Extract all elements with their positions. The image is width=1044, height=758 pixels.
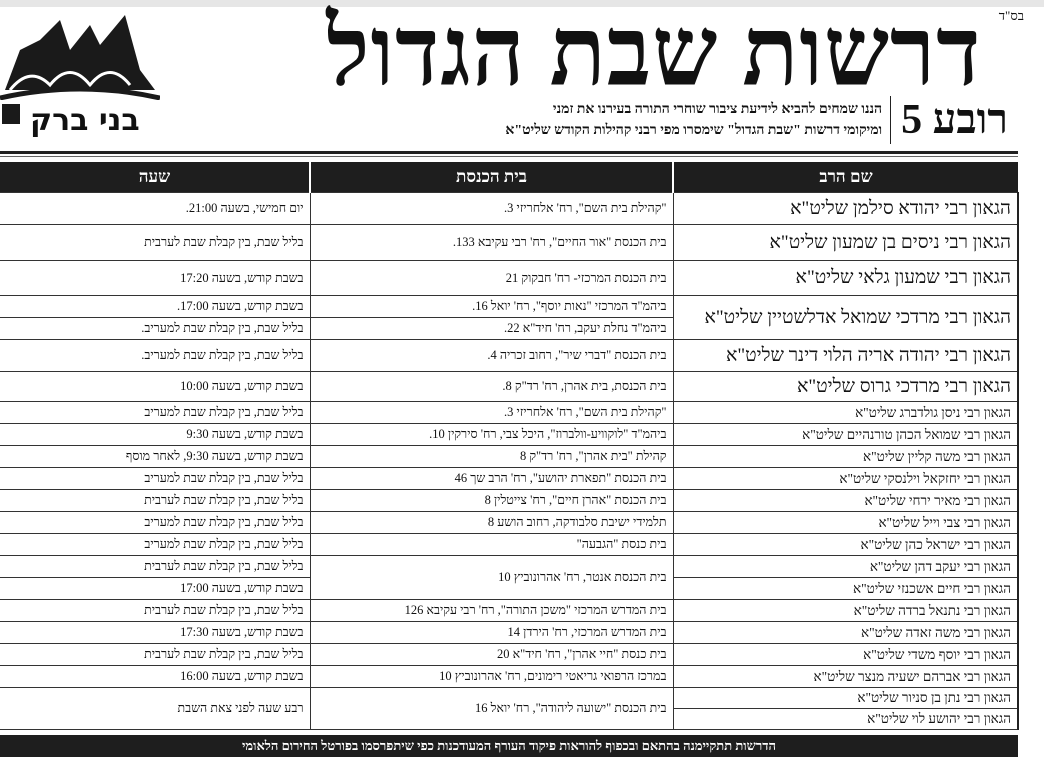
rabbi-name-cell: הגאון רבי ניסן גולדברג שליט"א <box>673 402 1018 424</box>
time-cell: בשבת קודש, בשעה 9:30, לאחר מוסף <box>0 446 310 468</box>
time-cell: יום חמישי, בשעה 21:00. <box>0 193 310 225</box>
rabbi-name-cell: הגאון רבי מרדכי גרוס שליט"א <box>673 372 1018 402</box>
synagogue-cell: בית הכנסת "תפארת יהושע", רח' הרב שך 46 <box>310 468 673 490</box>
table-row <box>0 402 1018 424</box>
subtitle-block <box>505 96 1008 144</box>
rabbi-name-cell: הגאון רבי יהודא סילמן שליט"א <box>673 193 1018 225</box>
synagogue-cell: במרכז הרפואי גריאטי רימונים, רח' אהרונוביץ 10 <box>310 666 673 688</box>
rabbi-name-cell: הגאון רבי שמעון גלאי שליט"א <box>673 261 1018 296</box>
rabbi-name-cell: הגאון רבי מאיר ירחי שליט"א <box>673 490 1018 512</box>
rabbi-name-cell: הגאון רבי שמואל הכהן טורנהיים שליט"א <box>673 424 1018 446</box>
rabbi-name-cell: הגאון רבי יעקב דהן שליט"א <box>673 556 1018 578</box>
time-cell: בליל שבת, בין קבלת שבת למעריב <box>0 534 310 556</box>
table-row <box>0 468 1018 490</box>
time-cell: בשבת קודש, בשעה 16:00 <box>0 666 310 688</box>
rabbi-name-cell: הגאון רבי יוסף משדי שליט"א <box>673 644 1018 666</box>
time-cell: בליל שבת, בין קבלת שבת למעריב. <box>0 318 310 340</box>
column-header-synagogue: בית הכנסת <box>310 162 673 193</box>
time-cell: בליל שבת, בין קבלת שבת למעריב. <box>0 340 310 372</box>
time-cell: בליל שבת, בין קבלת שבת לערבית <box>0 644 310 666</box>
district-label: רובע 5 <box>890 96 1008 144</box>
rabbi-name-cell: הגאון רבי ישראל כהן שליט"א <box>673 534 1018 556</box>
table-row <box>0 644 1018 666</box>
rabbi-name-cell: הגאון רבי יהושע לוי שליט"א <box>673 709 1018 730</box>
table-row <box>0 556 1018 578</box>
logo-text: בני ברק <box>30 103 140 138</box>
time-cell: בשבת קודש, בשעה 17:20 <box>0 261 310 296</box>
synagogue-cell: ביהמ"ד נחלת יעקב, רח' חיד"א 22. <box>310 318 673 340</box>
intro-text <box>505 99 882 141</box>
time-cell: בליל שבת, בין קבלת שבת למעריב <box>0 402 310 424</box>
synagogue-cell: בית הכנסת "דברי שיר", רחוב זכריה 4. <box>310 340 673 372</box>
synagogue-cell: "קהילת בית השם", רח' אלחריזי 3. <box>310 402 673 424</box>
time-cell: בשבת קודש, בשעה 17:00. <box>0 296 310 318</box>
column-header-rabbi: שם הרב <box>673 162 1018 193</box>
table-row <box>0 512 1018 534</box>
column-header-time: שעה <box>0 162 310 193</box>
table-row <box>0 296 1018 318</box>
synagogue-cell: "קהילת בית השם", רח' אלחריזי 3. <box>310 193 673 225</box>
time-cell: בליל שבת, בין קבלת שבת לערבית <box>0 556 310 578</box>
table-row <box>0 666 1018 688</box>
synagogue-cell: בית הכנסת "ישועה ליהודה", רח' יואל 16 <box>310 688 673 730</box>
intro-line-1: הננו שמחים להביא לידיעת ציבור שוחרי התורה בעירנו את זמני <box>552 102 883 117</box>
time-cell: רבע שעה לפני צאת השבת <box>0 688 310 730</box>
rabbi-name-cell: הגאון רבי צבי וייל שליט"א <box>673 512 1018 534</box>
synagogue-cell: תלמידי ישיבת סלבודקה, רחוב הושע 8 <box>310 512 673 534</box>
rabbi-name-cell: הגאון רבי ניסים בן שמעון שליט"א <box>673 225 1018 261</box>
rabbi-name-cell: הגאון רבי משה זאדה שליט"א <box>673 622 1018 644</box>
table-row <box>0 600 1018 622</box>
time-cell: בליל שבת, בין קבלת שבת לערבית <box>0 225 310 261</box>
synagogue-cell: בית הכנסת "אור החיים", רח' רבי עקיבא 133. <box>310 225 673 261</box>
lectures-table <box>0 162 1019 730</box>
bsd-mark: בס"ד <box>998 8 1024 23</box>
time-cell: בשבת קודש, בשעה 9:30 <box>0 424 310 446</box>
book-skyline-icon <box>0 10 160 100</box>
page-title: דרשות שבת הגדול <box>326 0 982 106</box>
time-cell: בליל שבת, בין קבלת שבת למעריב <box>0 468 310 490</box>
rabbi-name-cell: הגאון רבי מרדכי שמואל אדלשטיין שליט"א <box>673 296 1018 340</box>
table-body <box>0 193 1018 730</box>
table-row <box>0 688 1018 709</box>
time-cell: בשבת קודש, בשעה 17:00 <box>0 578 310 600</box>
time-cell: בשבת קודש, בשעה 17:30 <box>0 622 310 644</box>
table-row <box>0 534 1018 556</box>
synagogue-cell: בית הכנסת, בית אהרן, רח' רד"ק 8. <box>310 372 673 402</box>
emblem-icon <box>2 104 20 124</box>
table-header-row <box>0 162 1018 193</box>
table-row <box>0 446 1018 468</box>
table-row <box>0 424 1018 446</box>
synagogue-cell: בית הכנסת "אהרן חיים", רח' צייטלין 8 <box>310 490 673 512</box>
table-row <box>0 372 1018 402</box>
synagogue-cell: בית הכנסת המרכזי- רח' חבקוק 21 <box>310 261 673 296</box>
rabbi-name-cell: הגאון רבי נתן בן סניור שליט"א <box>673 688 1018 709</box>
table-row <box>0 340 1018 372</box>
synagogue-cell: ביהמ"ד המרכזי "נאות יוסף", רח' יואל 16. <box>310 296 673 318</box>
time-cell: בליל שבת, בין קבלת שבת למעריב <box>0 512 310 534</box>
rabbi-name-cell: הגאון רבי יהודה אריה הלוי דינר שליט"א <box>673 340 1018 372</box>
synagogue-cell: בית הכנסת אנטר, רח' אהרונוביץ 10 <box>310 556 673 600</box>
rabbi-name-cell: הגאון רבי יחזקאל וילנסקי שליט"א <box>673 468 1018 490</box>
table-row <box>0 622 1018 644</box>
synagogue-cell: ביהמ"ד "לוקוויע-וולברוז", היכל צבי, רח' סירקין 10. <box>310 424 673 446</box>
rabbi-name-cell: הגאון רבי משה קליין שליט"א <box>673 446 1018 468</box>
time-cell: בליל שבת, בין קבלת שבת לערבית <box>0 490 310 512</box>
synagogue-cell: בית המדרש המרכזי "משכן התורה", רח' רבי עקיבא 126 <box>310 600 673 622</box>
table-row <box>0 261 1018 296</box>
synagogue-cell: קהילת "בית אהרן", רח' רד"ק 8 <box>310 446 673 468</box>
header-divider <box>0 151 1018 154</box>
table-row <box>0 490 1018 512</box>
time-cell: בליל שבת, בין קבלת שבת לערבית <box>0 600 310 622</box>
synagogue-cell: בית כנסת "חיי אהרן", רח' חיד"א 20 <box>310 644 673 666</box>
rabbi-name-cell: הגאון רבי חיים אשכנזי שליט"א <box>673 578 1018 600</box>
table-row <box>0 225 1018 261</box>
time-cell: בשבת קודש, בשעה 10:00 <box>0 372 310 402</box>
intro-line-2: ומיקומי דרשות "שבת הגדול" שימסרו מפי רבני קהילות הקודש שליט"א <box>505 123 883 138</box>
city-logo <box>0 10 160 140</box>
rabbi-name-cell: הגאון רבי נתנאל ברדה שליט"א <box>673 600 1018 622</box>
header-divider-thin <box>0 156 1018 157</box>
footer-note: הדרשות תתקיימנה בהתאם ובכפוף להוראות פיקוד העורף המעודכנות כפי שיתפרסמו בפורטל החירום הלאומי <box>0 735 1018 757</box>
synagogue-cell: בית כנסת "הגבעה" <box>310 534 673 556</box>
table-row <box>0 193 1018 225</box>
rabbi-name-cell: הגאון רבי אברהם ישעיה מנצר שליט"א <box>673 666 1018 688</box>
synagogue-cell: בית המדרש המרכזי, רח' הירדן 14 <box>310 622 673 644</box>
